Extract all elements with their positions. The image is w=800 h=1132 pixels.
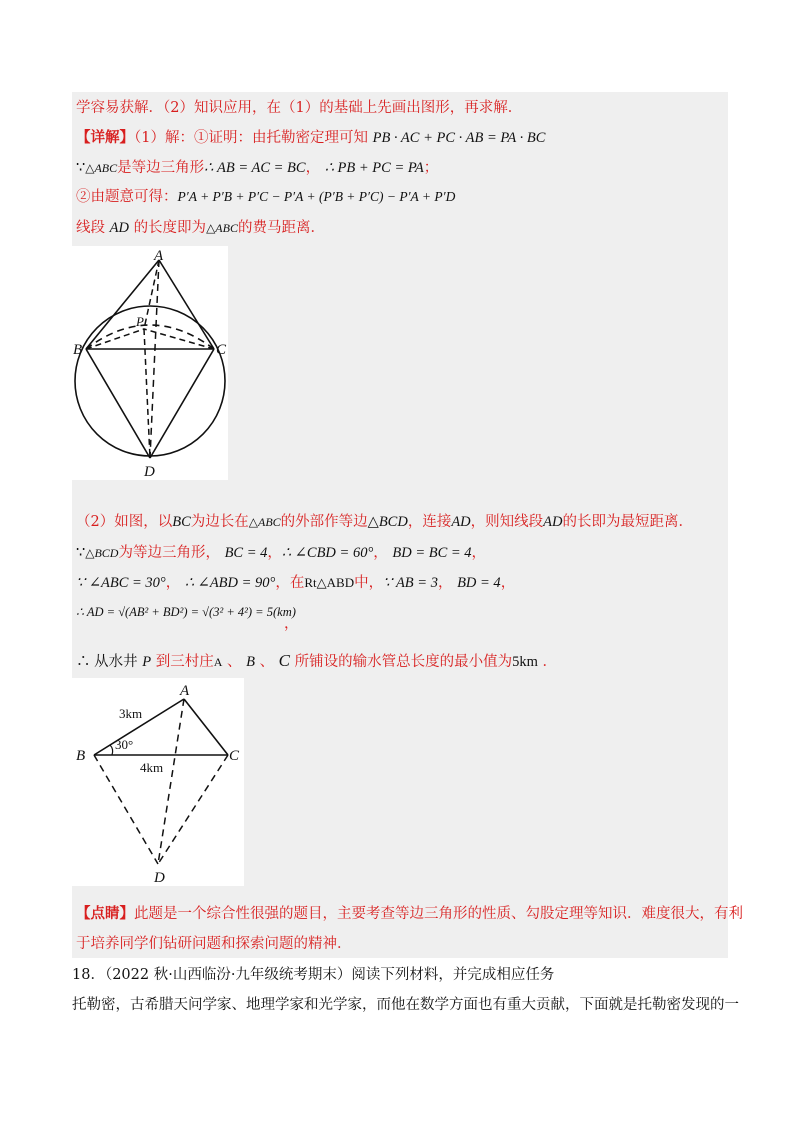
line-5-tail: 的费马距离．: [237, 220, 325, 236]
line-6-text-f: 的长即为最短距离．: [562, 514, 694, 530]
line-6-text-b: 为边长在: [190, 514, 249, 530]
math-triangle-abc: △ABC: [206, 221, 238, 235]
line-11-text: 此题是一个综合性很强的题目，主要考查等边三角形的性质、勾股定理等知识．难度很大，有利: [134, 906, 743, 922]
math-triangle-abc: △ABC: [248, 515, 281, 529]
line-6-text-d: ，连接: [407, 514, 452, 530]
math-5km: 5km: [512, 654, 538, 670]
text-line-3: [76, 158, 438, 178]
label-a: A: [180, 683, 190, 699]
line-4-text: ②由题意可得：: [76, 189, 178, 205]
label-bc-length: 4km: [140, 760, 164, 775]
comma: ，: [305, 160, 321, 176]
math-equal-sides: ∴ AB = AC = BC: [204, 160, 306, 176]
math-rt-abd: Rt△ABD: [304, 575, 355, 590]
math-bd-4: BD = 4: [457, 575, 501, 591]
line-10-text-a: ∴ 从水井: [76, 654, 138, 670]
label-d: D: [154, 870, 165, 886]
comma: ，: [284, 616, 299, 632]
math-bd-bc: BD = BC = 4: [392, 545, 472, 561]
line-3-text: 是等边三角形: [117, 160, 205, 176]
math-b: B: [246, 654, 255, 670]
label-a: A: [154, 248, 164, 264]
math-angle-abc: ∵ ∠ABC = 30°: [76, 575, 166, 591]
math-angle-cbd: ∴ ∠CBD = 60°: [281, 545, 374, 561]
text-line-8: [76, 573, 515, 593]
math-p: P: [142, 654, 152, 670]
math-bc-4: BC = 4: [224, 545, 268, 561]
label-p: P: [136, 314, 144, 329]
label-angle-30: 30°: [115, 737, 134, 752]
label-b: B: [76, 748, 86, 764]
segment-word: 线段: [76, 220, 105, 236]
math-pythagoras: ∴ AD = √(AB² + BD²) = √(3² + 4²) = 5(km): [76, 605, 296, 619]
question-18-title: 18．（2022 秋·山西临汾·九年级统考期末）阅读下列材料，并完成相应任务: [72, 967, 555, 983]
text-line-7: [76, 543, 486, 563]
label-b: B: [73, 342, 83, 358]
math-angle-abd: ∴ ∠ABD = 90°: [184, 575, 276, 591]
math-ad: AD: [543, 514, 563, 530]
label-c: C: [229, 748, 240, 764]
math-c: C: [278, 651, 291, 670]
period: ．: [542, 654, 558, 670]
comma: ，: [373, 545, 388, 561]
line-6-text-c: 的外部作等边: [280, 514, 368, 530]
comma: ，: [437, 575, 453, 591]
label-ab-length: 3km: [119, 706, 143, 721]
ptolemy-formula: PB · AC + PC · AB = PA · BC: [372, 130, 546, 146]
comma: ，: [165, 575, 181, 591]
line-10-text-c: 所铺设的输水管总长度的最小值为: [294, 654, 513, 670]
math-a: A: [213, 655, 223, 669]
text-line-5: [76, 218, 325, 238]
detail-tag: 【详解】: [76, 129, 134, 146]
line-2-text: （1）解：①证明：由托勒密定理可知: [134, 130, 368, 146]
text-line-14: [72, 995, 739, 1015]
math-triangle-bcd: △BCD: [85, 546, 119, 560]
line-14-text: 托勒密，古希腊天问学家、地理学家和光学家，而他在数学方面也有重大贡献，下面就是托勒密发现的一: [72, 997, 739, 1013]
math-triangle-bcd: △BCD: [367, 514, 408, 530]
line-1-text: 学容易获解．（2）知识应用，在（1）的基础上先画出图形，再求解．: [76, 100, 523, 116]
text-line-9-comma: [284, 614, 299, 634]
because-symbol: ∵: [76, 160, 86, 176]
line-8-text-a: ，在: [275, 575, 305, 591]
text-line-1: [76, 98, 522, 118]
because-symbol: ∵: [76, 545, 86, 561]
text-line-10: [76, 651, 557, 672]
figure-circle-triangles: [72, 246, 228, 480]
text-line-6: [76, 512, 693, 532]
figure-kite-triangles: [72, 678, 244, 886]
comma: ，: [500, 575, 516, 591]
separator: 、: [259, 654, 275, 670]
math-ad: AD: [451, 514, 471, 530]
line-6-text-a: （2）如图，以: [76, 514, 173, 530]
semicolon: ；: [423, 160, 439, 176]
math-ab-3: ∵ AB = 3: [383, 575, 438, 591]
label-d: D: [144, 464, 155, 480]
text-line-12: [76, 934, 352, 954]
line-5-text: 的长度即为: [133, 220, 207, 236]
comma: ，: [471, 545, 487, 561]
question-18-header: [72, 965, 554, 985]
math-bc: BC: [172, 514, 191, 530]
text-line-2: [76, 128, 545, 148]
line-12-text: 于培养同学们钻研问题和探索问题的精神．: [76, 936, 352, 952]
line-6-text-e: ，则知线段: [470, 514, 544, 530]
line-10-text-b: 到三村庄: [155, 654, 214, 670]
math-triangle-abc: △ABC: [85, 161, 118, 175]
line-7-text: 为等边三角形，: [118, 545, 220, 561]
math-ad: AD: [109, 220, 129, 236]
text-line-11: [76, 904, 743, 924]
comment-tag: 【点睛】: [76, 905, 134, 922]
comma: ，: [267, 545, 282, 561]
math-sum-result: ∴ PB + PC = PA: [324, 160, 424, 176]
line-8-text-b: 中，: [354, 575, 384, 591]
math-fermat-expression: P′A + P′B + P′C − P′A + (P′B + P′C) − P′A + P′D: [177, 189, 456, 204]
text-line-9: [76, 602, 296, 622]
text-line-4: [76, 187, 455, 207]
separator: 、: [226, 654, 242, 670]
label-c: C: [216, 342, 227, 358]
